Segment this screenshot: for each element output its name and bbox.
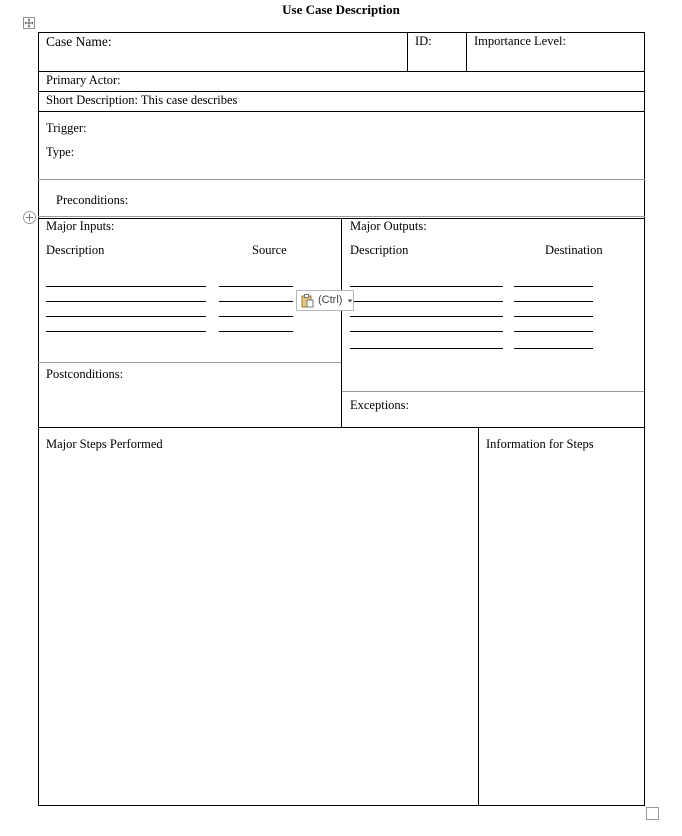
case-name-label: Case Name:: [46, 34, 112, 49]
inputs-description-header: Description: [46, 243, 105, 257]
major-steps-label: Major Steps Performed: [46, 437, 163, 451]
paste-options-button[interactable]: [296, 290, 354, 311]
major-inputs-heading: Major Inputs:: [46, 219, 115, 233]
table-move-handle-icon[interactable]: [23, 17, 35, 29]
id-label: ID:: [415, 34, 432, 48]
trigger-label: Trigger:: [46, 121, 87, 135]
page-title: Use Case Description: [282, 2, 400, 17]
primary-actor-label: Primary Actor:: [46, 73, 121, 87]
short-description-label: Short Description: This case describes: [46, 93, 238, 107]
outputs-description-header: Description: [350, 243, 409, 257]
type-label: Type:: [46, 145, 75, 159]
exceptions-label: Exceptions:: [350, 398, 410, 412]
outputs-destination-header: Destination: [545, 243, 603, 257]
inputs-source-header: Source: [252, 243, 287, 257]
preconditions-label: Preconditions:: [56, 193, 129, 207]
insert-row-icon[interactable]: [23, 211, 36, 224]
major-outputs-heading: Major Outputs:: [350, 219, 427, 233]
clipboard-icon: [301, 294, 314, 308]
information-for-steps-label: Information for Steps: [486, 437, 594, 451]
importance-level-label: Importance Level:: [474, 34, 566, 48]
table-resize-handle-icon[interactable]: [646, 807, 659, 820]
postconditions-label: Postconditions:: [46, 367, 124, 381]
paste-options-label: (Ctrl): [318, 294, 343, 306]
dropdown-arrow-icon: [347, 291, 353, 310]
